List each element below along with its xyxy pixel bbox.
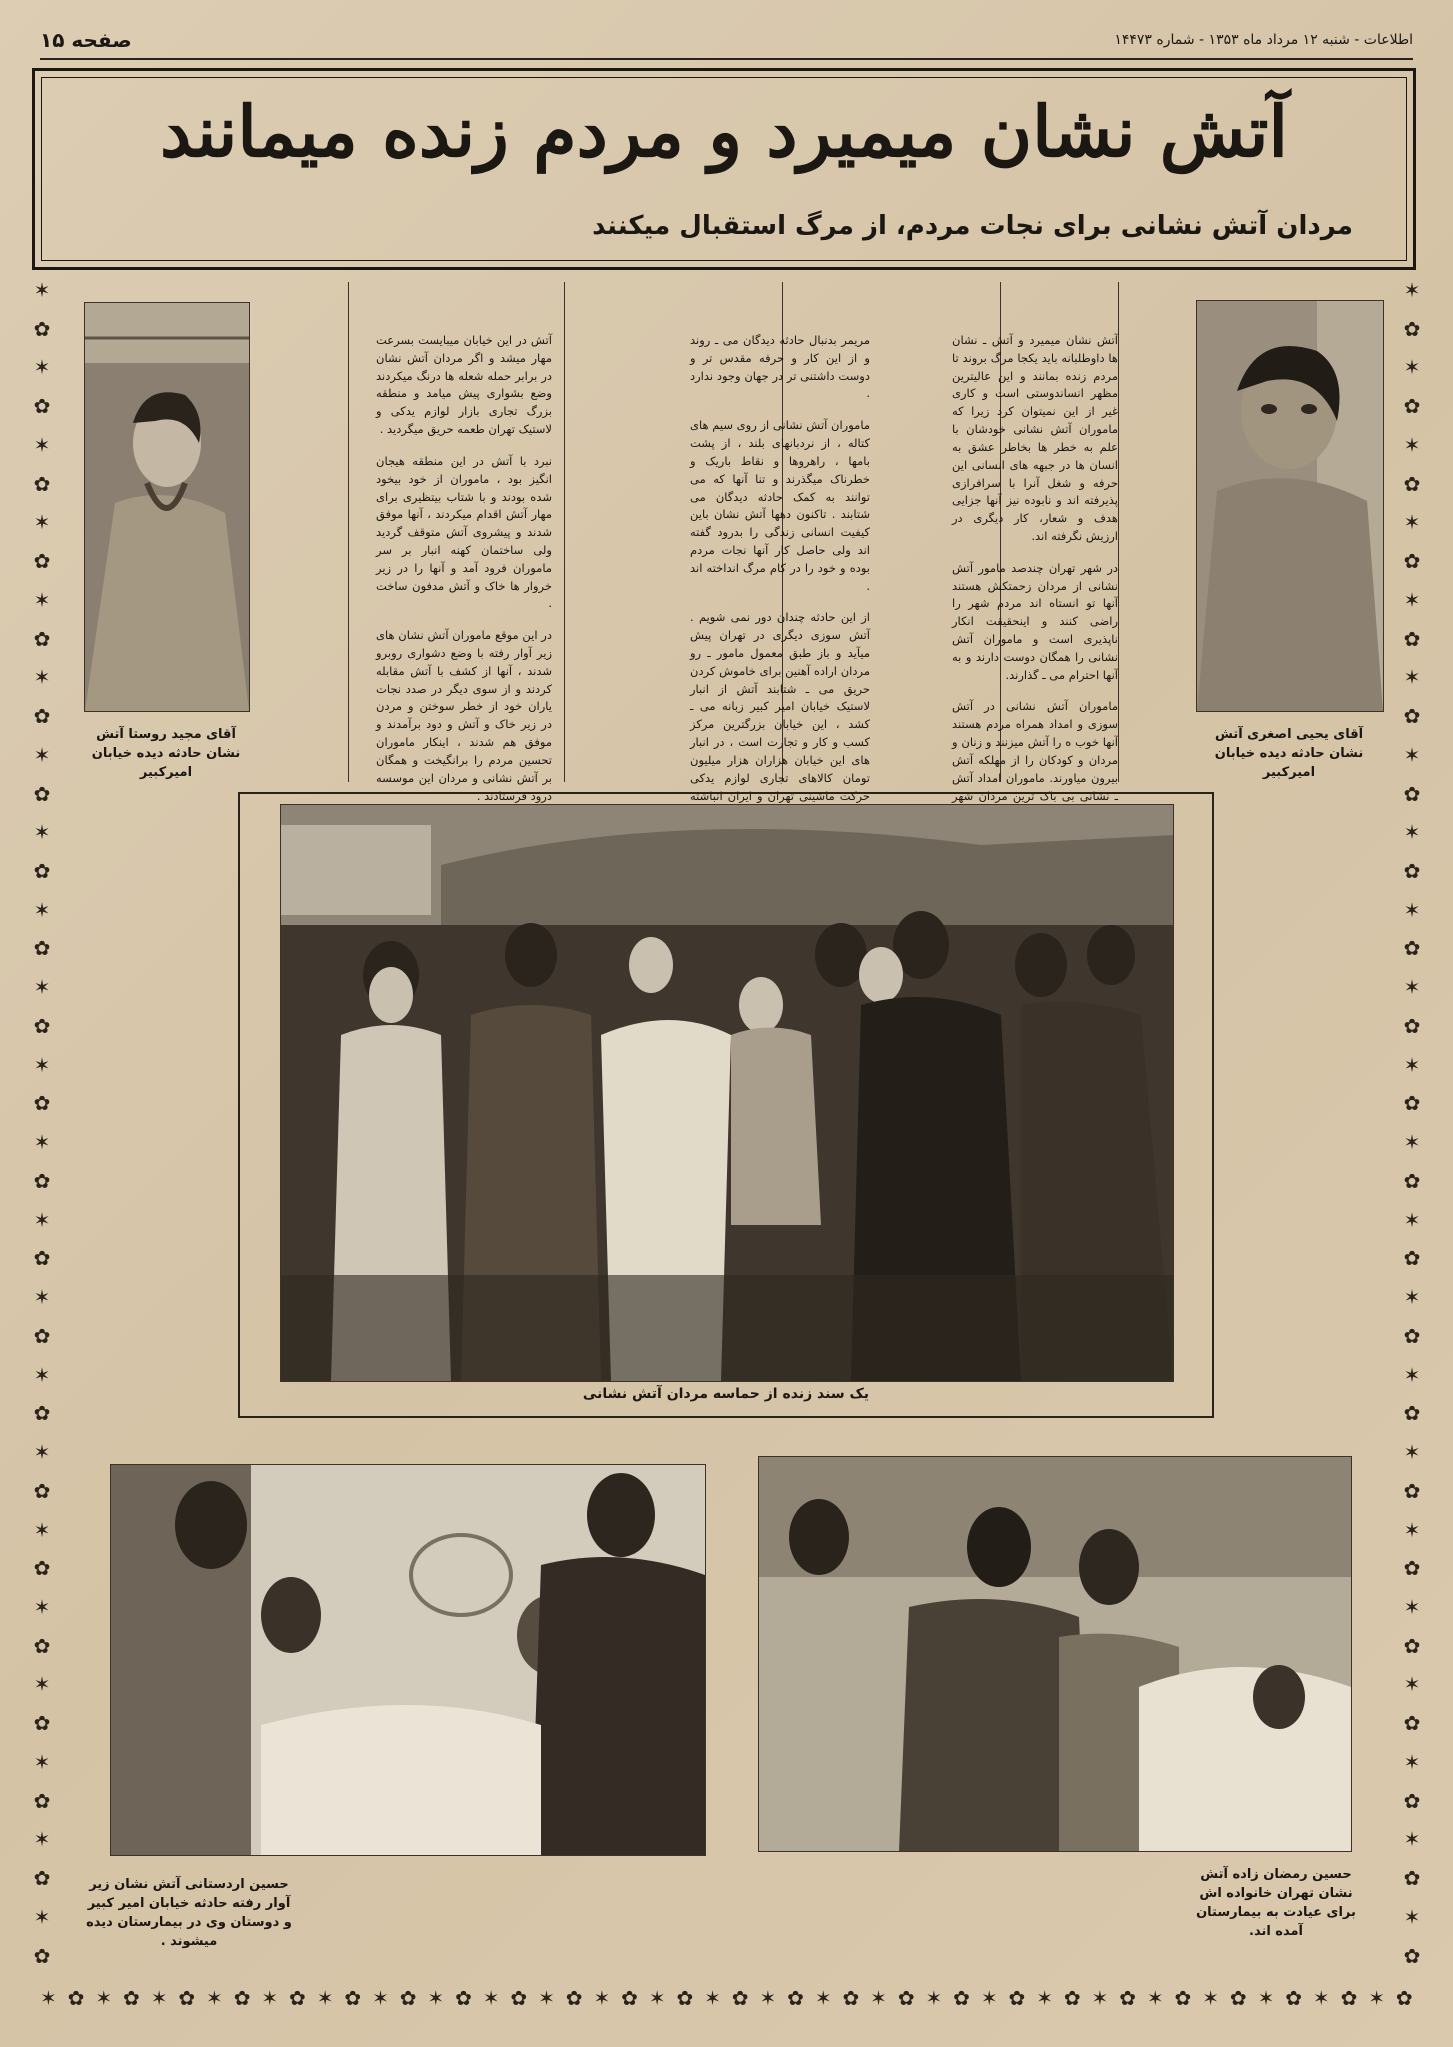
flower-ornament-icon: ✿	[33, 1943, 51, 1968]
flower-ornament-icon: ✿	[1403, 1866, 1421, 1891]
flower-ornament-icon: ✿	[1285, 1986, 1302, 2010]
star-ornament-icon: ✶	[1403, 278, 1421, 302]
paragraph: مریمر بدنبال حادثه دیدگان می ـ روند و از این کار و حرفه مقدس تر و دوست داشتنی تر در جهان وجود ندارد .	[690, 333, 870, 401]
star-ornament-icon: ✶	[33, 1594, 51, 1619]
star-ornament-icon: ✶	[33, 1362, 51, 1387]
flower-ornament-icon: ✿	[1403, 1788, 1421, 1813]
portrait-photo-left	[84, 302, 250, 712]
star-ornament-icon: ✶	[33, 1285, 51, 1310]
star-ornament-icon: ✶	[33, 587, 51, 612]
hospital-photo-right	[758, 1456, 1352, 1852]
flower-ornament-icon: ✿	[953, 1986, 970, 2010]
paragraph: ماموران آتش نشانی از روی سیم های کتاله ، از نردبانهای بلند ، از پشت بامها ، راهروها و نقاط باریک و خطرناک میگذرند و تنا آنها که می توانند به کمک حادثه دیدگان می شتابند . تاکنون دهها آتش نشان باین کیفیت انسانی زندگی را بدرود گفته اند ولی حاصل کار آنها نجات مردم بوده و خود را در کام مرگ انداخته اند .	[690, 418, 870, 593]
flower-ornament-icon: ✿	[1403, 1013, 1421, 1038]
flower-ornament-icon: ✿	[842, 1986, 860, 2010]
flower-ornament-icon: ✿	[1229, 1986, 1247, 2010]
flower-ornament-icon: ✿	[1340, 1986, 1358, 2010]
paragraph: نبرد با آتش در این منطقه هیجان انگیز بود ، ماموران از خود بیخود شده بودند و با شتاب بیتظیری برای مهار آتش اقدام میکردند ، آنها موفق شدند و پیشروی آتش متوقف گردید ولی ساختمان کهنه انبار بر سر ماموران فرود آمد و آنها را در زیر خروار ها خاک و آتش مدفون ساخت .	[376, 453, 552, 611]
star-ornament-icon: ✶	[150, 1986, 168, 2010]
paragraph: در شهر تهران چندصد مامور آتش نشانی از مردان زحمتکش هستند آنها تو انستاه اند مردم شهر را راضی کنند و اینحقیقت انکار ناپذیری است و ماموران آتش نشانی را همگان دوست دارند و به آنها احترام می ـ گذارند.	[952, 560, 1118, 682]
column-rule	[564, 282, 565, 782]
star-ornament-icon: ✶	[1403, 1904, 1421, 1929]
paragraph: از این حادثه چندان دور نمی شویم . آتش سوزی دیگری در تهران پیش میآید و باز طبق معمول مامور ـ رو مردان اراده آهنین برای خاموش کردن حریق می ـ شتابند آتش از انبار لاستیک خیابان امیر کبیر زبانه می ـ کشد ، این خیابان بزرگترین مرکز کسب و کار و تجارت است ، در انبار های این خیابان هزاران هزار میلیون تومان کالاهای تجاری لوازم یدکی حرکت ماشینی تهران و ایران انباشته	[690, 610, 870, 803]
flower-ornament-icon: ✿	[1403, 859, 1421, 884]
star-ornament-icon: ✶	[1403, 1207, 1421, 1232]
star-ornament-icon: ✶	[33, 1827, 51, 1852]
star-ornament-icon: ✶	[648, 1986, 666, 2010]
flower-ornament-icon: ✿	[33, 1168, 51, 1193]
flower-ornament-icon: ✿	[1403, 704, 1421, 729]
flower-ornament-icon: ✿	[1174, 1986, 1192, 2010]
star-ornament-icon: ✶	[1403, 1672, 1421, 1697]
caption-center-photo: یک سند زنده از حماسه مردان آتش نشانی	[582, 1386, 870, 1402]
flower-ornament-icon: ✿	[1403, 1091, 1421, 1116]
flower-ornament-icon: ✿	[1403, 1401, 1421, 1426]
paragraph: ماموران آتش نشانی در آتش سوزی و امداد همراه مردم هستند آنها خوب ه را آتش میزنند و زنان و مردان و کودکان را از مهلکه آتش بیرون میاورند. ماموران امداد آتش ـ نشانی بی باک ترین مردان شهر	[952, 699, 1118, 803]
star-ornament-icon: ✶	[1403, 1827, 1421, 1852]
star-ornament-icon: ✶	[704, 1986, 721, 2010]
caption-right-portrait: آقای یحیی اصغری آتش نشان حادثه دیده خیابان امیرکبیر	[1214, 727, 1364, 780]
portrait-photo-right	[1196, 300, 1384, 712]
star-ornament-icon: ✶	[1403, 897, 1421, 922]
flower-ornament-icon: ✿	[1403, 1943, 1421, 1968]
star-ornament-icon: ✶	[980, 1986, 998, 2010]
flower-ornament-icon: ✿	[1403, 316, 1421, 341]
star-ornament-icon: ✶	[316, 1986, 334, 2010]
flower-ornament-icon: ✿	[33, 1478, 51, 1503]
star-ornament-icon: ✶	[1403, 742, 1421, 767]
flower-ornament-icon: ✿	[1403, 549, 1421, 574]
star-ornament-icon: ✶	[33, 1672, 51, 1697]
star-ornament-icon: ✶	[95, 1986, 113, 2010]
star-ornament-icon: ✶	[33, 278, 51, 302]
flower-ornament-icon: ✿	[33, 781, 51, 806]
subheadline: مردان آتش نشانی برای نجات مردم، از مرگ استقبال میکنند	[592, 211, 1353, 241]
star-ornament-icon: ✶	[33, 897, 51, 922]
header-rule	[40, 58, 1413, 60]
star-ornament-icon: ✶	[206, 1986, 223, 2010]
star-ornament-icon: ✶	[1036, 1986, 1053, 2010]
flower-ornament-icon: ✿	[33, 626, 51, 651]
star-ornament-icon: ✶	[1202, 1986, 1219, 2010]
flower-ornament-icon: ✿	[510, 1986, 528, 2010]
flower-ornament-icon: ✿	[33, 1323, 51, 1348]
flower-ornament-icon: ✿	[676, 1986, 694, 2010]
caption-left-portrait: آقای مجید روستا آتش نشان حادثه دیده خیابان امیرکبیر	[91, 727, 241, 780]
flower-ornament-icon: ✿	[1403, 1246, 1421, 1271]
flower-ornament-icon: ✿	[1403, 1478, 1421, 1503]
flower-ornament-icon: ✿	[1403, 471, 1421, 496]
paragraph: آتش نشان میمیرد و آتش ـ نشان ها داوطلبانه باید یکجا مرگ بروند تا مردم زنده بمانند و این عالیترین مظهر انساندوستی است و کاری غیر از این نمیتوان کرد زیرا که ماموران آتش نشانی خودشان با علم به خطر ها بخاطر عشق به انسان ها در جبهه های انسانی این حرفه و شغل آنرا با سرافرازی پذیرفته اند و نابوده نیز آنها جزایی هدف و شعار، کار دیگری در ارزیش نگرفته اند.	[952, 333, 1118, 543]
flower-ornament-icon: ✿	[455, 1986, 472, 2010]
star-ornament-icon: ✶	[261, 1986, 279, 2010]
star-ornament-icon: ✶	[33, 510, 51, 535]
column-rule	[348, 282, 349, 782]
star-ornament-icon: ✶	[33, 742, 51, 767]
flower-ornament-icon: ✿	[565, 1986, 583, 2010]
star-ornament-icon: ✶	[482, 1986, 500, 2010]
star-ornament-icon: ✶	[33, 1207, 51, 1232]
flower-ornament-icon: ✿	[33, 704, 51, 729]
paragraph: آتش در این خیابان میبایست بسرعت مهار میشد و اگر مردان آتش نشان در برابر حمله شعله ها درنگ میکردند وضع بشواری پیش میامد و منطقه بزرگ تجاری بازار لوازم یدکی و لاستیک تهران طعمه حریق میگردید .	[376, 333, 552, 437]
star-ornament-icon: ✶	[372, 1986, 389, 2010]
star-ornament-icon: ✶	[1146, 1986, 1164, 2010]
flower-ornament-icon: ✿	[33, 936, 51, 961]
flower-ornament-icon: ✿	[1403, 626, 1421, 651]
flower-ornament-icon: ✿	[1403, 1168, 1421, 1193]
flower-ornament-icon: ✿	[1119, 1986, 1136, 2010]
flower-ornament-icon: ✿	[33, 859, 51, 884]
title-box	[32, 68, 1416, 270]
star-ornament-icon: ✶	[1403, 510, 1421, 535]
flower-ornament-icon: ✿	[123, 1986, 140, 2010]
star-ornament-icon: ✶	[1403, 665, 1421, 690]
star-ornament-icon: ✶	[33, 1517, 51, 1542]
flower-ornament-icon: ✿	[289, 1986, 306, 2010]
flower-ornament-icon: ✿	[1403, 1633, 1421, 1658]
star-ornament-icon: ✶	[33, 665, 51, 690]
star-ornament-icon: ✶	[925, 1986, 943, 2010]
star-ornament-icon: ✶	[33, 432, 51, 457]
flower-ornament-icon: ✿	[178, 1986, 196, 2010]
star-ornament-icon: ✶	[1403, 355, 1421, 380]
star-ornament-icon: ✶	[593, 1986, 611, 2010]
star-ornament-icon: ✶	[814, 1986, 832, 2010]
flower-ornament-icon: ✿	[33, 316, 51, 341]
star-ornament-icon: ✶	[1312, 1986, 1330, 2010]
flower-ornament-icon: ✿	[1403, 1556, 1421, 1581]
right-ornament-border	[1398, 278, 1426, 1968]
issue-info: اطلاعات - شنبه ۱۲ مرداد ماه ۱۳۵۳ - شماره ۱۴۴۷۳	[1114, 32, 1413, 48]
star-ornament-icon: ✶	[33, 1130, 51, 1155]
center-photo	[280, 804, 1174, 1382]
star-ornament-icon: ✶	[1403, 975, 1421, 1000]
flower-ornament-icon: ✿	[33, 1401, 51, 1426]
flower-ornament-icon: ✿	[731, 1986, 749, 2010]
article-column-3	[376, 332, 552, 819]
star-ornament-icon: ✶	[1091, 1986, 1109, 2010]
flower-ornament-icon: ✿	[233, 1986, 251, 2010]
star-ornament-icon: ✶	[33, 820, 51, 845]
flower-ornament-icon: ✿	[33, 549, 51, 574]
flower-ornament-icon: ✿	[1403, 936, 1421, 961]
flower-ornament-icon: ✿	[33, 394, 51, 419]
flower-ornament-icon: ✿	[33, 1246, 51, 1271]
flower-ornament-icon: ✿	[33, 471, 51, 496]
bottom-ornament-border	[40, 1984, 1413, 2012]
star-ornament-icon: ✶	[1403, 432, 1421, 457]
star-ornament-icon: ✶	[1403, 1285, 1421, 1310]
paragraph: در این موقع ماموران آتش نشان های زیر آوار رفته با وضع دشواری روبرو شدند ، آنها از کشف با آتش مقابله کردند و از سوی دیگر در صدد نجات یاران خود از خطر سوختن و مردن در زیر خاک و آتش و دود برآمدند و موفق هم شدند ، اینکار ماموران تحسین مردم را برانگیخت و همگان بر آتش نشانی و مردان این موسسه درود فرستادند .	[376, 628, 552, 803]
star-ornament-icon: ✶	[33, 355, 51, 380]
star-ornament-icon: ✶	[33, 1440, 51, 1465]
flower-ornament-icon: ✿	[1403, 781, 1421, 806]
caption-bottom-left-photo: حسین اردستانی آتش نشان زیر آوار رفته حادثه خیابان امیر کبیر و دوستان وی در بیمارستان دیده میشوند .	[86, 1877, 292, 1949]
flower-ornament-icon: ✿	[33, 1788, 51, 1813]
star-ornament-icon: ✶	[427, 1986, 445, 2010]
flower-ornament-icon: ✿	[1395, 1986, 1413, 2010]
star-ornament-icon: ✶	[1403, 820, 1421, 845]
star-ornament-icon: ✶	[1403, 1517, 1421, 1542]
flower-ornament-icon: ✿	[33, 1013, 51, 1038]
flower-ornament-icon: ✿	[1403, 394, 1421, 419]
star-ornament-icon: ✶	[33, 975, 51, 1000]
flower-ornament-icon: ✿	[33, 1633, 51, 1658]
column-rule	[1118, 282, 1119, 782]
star-ornament-icon: ✶	[1403, 587, 1421, 612]
flower-ornament-icon: ✿	[33, 1091, 51, 1116]
flower-ornament-icon: ✿	[33, 1866, 51, 1891]
flower-ornament-icon: ✿	[33, 1556, 51, 1581]
flower-ornament-icon: ✿	[897, 1986, 915, 2010]
star-ornament-icon: ✶	[1403, 1052, 1421, 1077]
page-number: صفحه ۱۵	[40, 28, 132, 52]
flower-ornament-icon: ✿	[1008, 1986, 1026, 2010]
hospital-photo-left	[110, 1464, 706, 1856]
star-ornament-icon: ✶	[870, 1986, 887, 2010]
flower-ornament-icon: ✿	[33, 1711, 51, 1736]
headline: آتش نشان میمیرد و مردم زنده میمانند	[160, 90, 1288, 173]
flower-ornament-icon: ✿	[67, 1986, 85, 2010]
running-head	[40, 26, 1413, 54]
star-ornament-icon: ✶	[1403, 1440, 1421, 1465]
star-ornament-icon: ✶	[33, 1749, 51, 1774]
flower-ornament-icon: ✿	[621, 1986, 638, 2010]
star-ornament-icon: ✶	[1403, 1130, 1421, 1155]
star-ornament-icon: ✶	[33, 1904, 51, 1929]
star-ornament-icon: ✶	[759, 1986, 777, 2010]
flower-ornament-icon: ✿	[344, 1986, 362, 2010]
star-ornament-icon: ✶	[1403, 1749, 1421, 1774]
flower-ornament-icon: ✿	[1403, 1711, 1421, 1736]
flower-ornament-icon: ✿	[399, 1986, 417, 2010]
star-ornament-icon: ✶	[1403, 1594, 1421, 1619]
star-ornament-icon: ✶	[538, 1986, 555, 2010]
star-ornament-icon: ✶	[1403, 1362, 1421, 1387]
caption-bottom-right-photo: حسین رمضان زاده آتش نشان تهران خانواده اش برای عیادت به بیمارستان آمده اند.	[1196, 1867, 1356, 1939]
star-ornament-icon: ✶	[1368, 1986, 1386, 2010]
flower-ornament-icon: ✿	[1063, 1986, 1081, 2010]
left-ornament-border	[28, 278, 56, 1968]
flower-ornament-icon: ✿	[1403, 1323, 1421, 1348]
star-ornament-icon: ✶	[1257, 1986, 1275, 2010]
article-column-2	[690, 332, 870, 837]
star-ornament-icon: ✶	[40, 1986, 57, 2010]
flower-ornament-icon: ✿	[787, 1986, 804, 2010]
star-ornament-icon: ✶	[33, 1052, 51, 1077]
